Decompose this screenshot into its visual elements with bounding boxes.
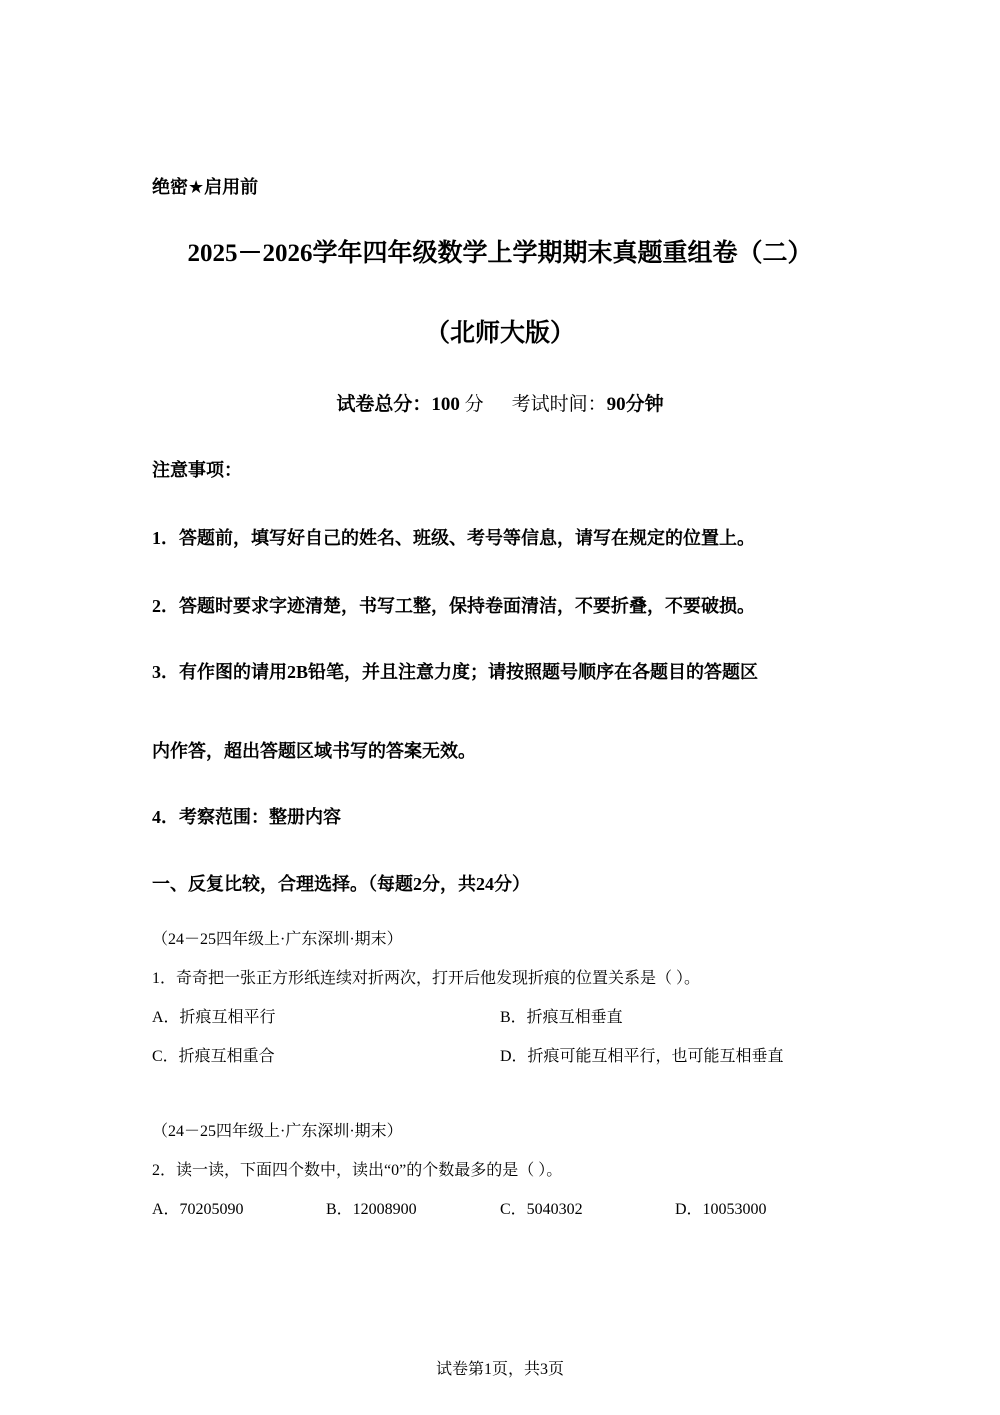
score-value: 100 bbox=[431, 394, 460, 415]
note-item: 1．答题前，填写好自己的姓名、班级、考号等信息，请写在规定的位置上。 bbox=[152, 528, 755, 548]
score-label: 试卷总分： bbox=[336, 394, 432, 415]
question-source: （24－25四年级上·广东深圳·期末） bbox=[152, 1123, 403, 1140]
option-a: A．折痕互相平行 bbox=[152, 1009, 276, 1026]
page-footer: 试卷第1页，共3页 bbox=[435, 1361, 564, 1378]
score-unit: 分 bbox=[464, 394, 484, 415]
confidential-label: 绝密★启用前 bbox=[152, 177, 259, 198]
time-label: 考试时间： bbox=[511, 394, 607, 415]
note-item: 2．答题时要求字迹清楚，书写工整，保持卷面清洁，不要折叠，不要破损。 bbox=[152, 596, 755, 616]
note-item: 3．有作图的请用2B铅笔，并且注意力度；请按照题号顺序在各题目的答题区 bbox=[152, 662, 759, 682]
time-value: 90分钟 bbox=[606, 394, 664, 415]
option-c: C．折痕互相重合 bbox=[152, 1048, 275, 1065]
section-heading: 一、反复比较，合理选择。（每题2分，共24分） bbox=[152, 874, 530, 894]
notes-heading: 注意事项： bbox=[152, 460, 242, 480]
exam-title: 2025－2026学年四年级数学上学期期末真题重组卷（二） bbox=[187, 240, 813, 267]
exam-meta bbox=[0, 389, 1000, 416]
note-item: 4．考察范围：整册内容 bbox=[152, 807, 341, 827]
option-b: B．折痕互相垂直 bbox=[500, 1009, 623, 1026]
option-c: C．5040302 bbox=[500, 1201, 583, 1218]
question-stem: 2．读一读，下面四个数中，读出“0”的个数最多的是（ ）。 bbox=[152, 1162, 563, 1179]
option-d: D．折痕可能互相平行，也可能互相垂直 bbox=[500, 1048, 784, 1065]
option-d: D．10053000 bbox=[675, 1201, 767, 1218]
option-a: A．70205090 bbox=[152, 1201, 244, 1218]
note-item-continued: 内作答，超出答题区域书写的答案无效。 bbox=[152, 741, 476, 761]
question-source: （24－25四年级上·广东深圳·期末） bbox=[152, 931, 403, 948]
question-stem: 1．奇奇把一张正方形纸连续对折两次，打开后他发现折痕的位置关系是（ ）。 bbox=[152, 970, 701, 987]
option-b: B．12008900 bbox=[326, 1201, 417, 1218]
exam-edition: （北师大版） bbox=[424, 320, 575, 347]
